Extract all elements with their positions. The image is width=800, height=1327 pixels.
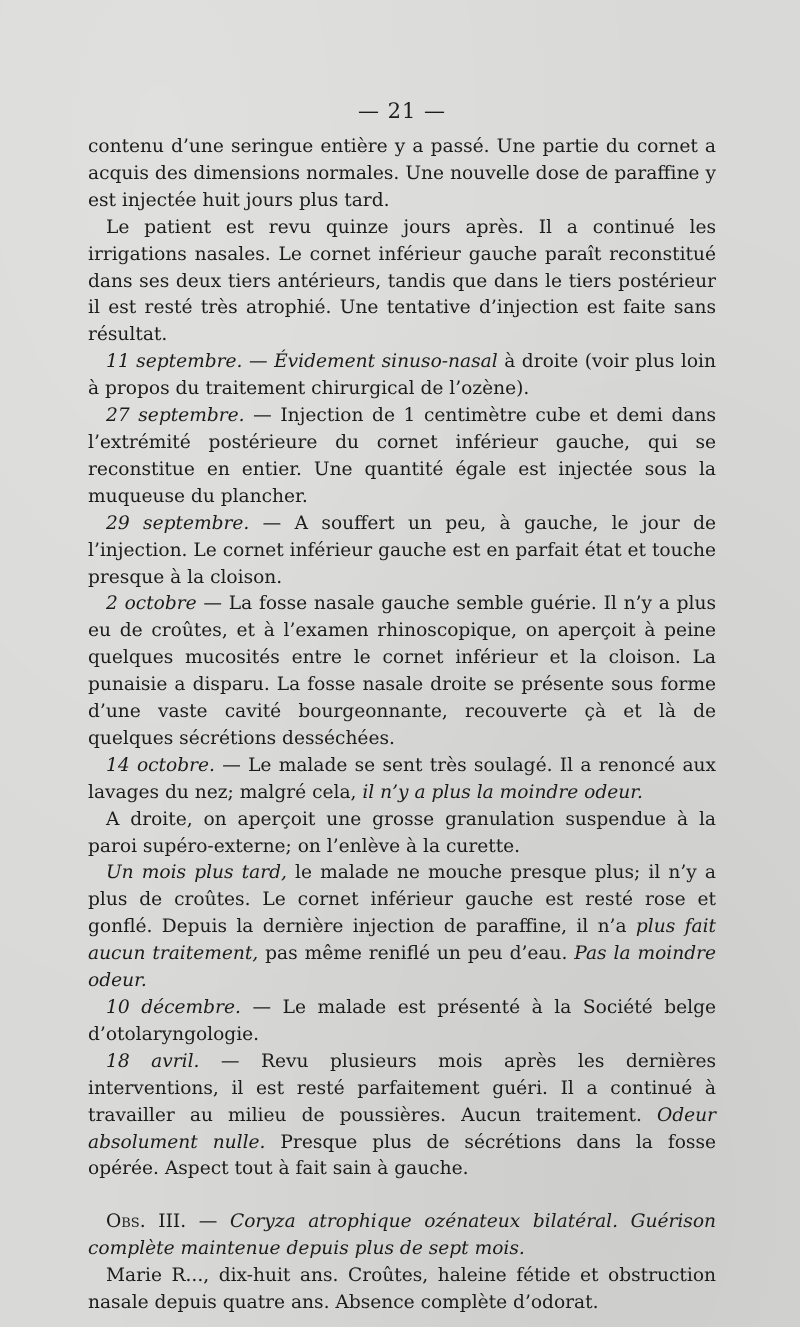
emphasis: Odeur absolument nulle. — [88, 1104, 716, 1153]
entry-date: 29 septembre. — [106, 512, 250, 534]
entry-text: — Le malade se sent très soulagé. Il a renoncé aux lavages du nez; malgré cela, — [88, 754, 716, 803]
dash: — — [242, 351, 275, 373]
observation-title: Coryza atrophique ozénateux bilatéral. Guérison complète maintenue depuis plus de sept mois. — [88, 1211, 717, 1260]
entry-date: 2 octobre — [106, 593, 197, 615]
emphasis: il n’y a plus la moindre odeur. — [362, 781, 643, 803]
observation-label: Obs. III. — [106, 1211, 187, 1233]
entry-text: à droite (voir plus loin à propos du traitement chirurgical de l’ozène). — [88, 351, 716, 400]
entry-text: — Revu plusieurs mois après les dernières interventions, il est resté parfaitement guéri. Il a continué à travailler au milieu de poussières. Aucun traitement. — [88, 1050, 716, 1126]
dated-entry — [88, 511, 716, 592]
section-gap — [88, 1183, 716, 1209]
dated-entry — [88, 403, 716, 511]
page-number: — 21 — — [357, 99, 447, 123]
dated-entry — [88, 753, 716, 807]
emphasis: Évidement sinuso-nasal — [274, 351, 498, 373]
dated-entry — [88, 995, 716, 1049]
entry-date: 10 décembre. — [106, 997, 241, 1018]
dated-entry — [88, 1049, 716, 1184]
entry-date: 27 septembre. — [106, 405, 245, 427]
entry-date: 11 septembre. — [106, 351, 243, 373]
entry-text: — Le malade est présenté à la Société belge d’otolaryngologie. — [88, 997, 716, 1045]
paragraph: A droite, on aperçoit une grosse granulation suspendue à la paroi supéro-externe; on l’enlève à la curette. — [88, 808, 716, 857]
emphasis: Pas la moindre odeur. — [88, 943, 717, 992]
emphasis: plus fait aucun traitement, — [88, 916, 716, 965]
entry-text: le malade ne mouche presque plus; il n’y a plus de croûtes. Le cornet inférieur gauche est resté rose et gonflé. Depuis la dernière injection de paraffine, il n’a — [88, 862, 716, 938]
entry-text: — Injection de 1 centimètre cube et demi dans l’extrémité postérieure du cornet inférieur gauche, qui se reconstitue en entier. Une quantité égale est injectée sous la muqueuse du plancher. — [88, 405, 716, 507]
body-text — [88, 134, 716, 1317]
dated-entry — [88, 591, 716, 752]
entry-date: 14 octobre. — [106, 754, 215, 776]
paragraph — [88, 860, 716, 995]
entry-date: 18 avril. — [106, 1050, 200, 1072]
paragraph: Marie R..., dix-huit ans. Croûtes, haleine fétide et obstruction nasale depuis quatre ans. Absence complète d’odorat. — [88, 1265, 716, 1314]
observation-heading — [88, 1209, 716, 1263]
paragraph: Le patient est revu quinze jours après. Il a continué les irrigations nasales. Le cornet inférieur gauche paraît reconstitué dans ses deux tiers antérieurs, tandis que dans le tiers postérieur il est resté très atrophié. Une tentative d’injection est faite sans résultat. — [88, 216, 716, 346]
entry-text: Presque plus de sécrétions dans la fosse opérée. Aspect tout à fait sain à gauche. — [88, 1131, 716, 1180]
paragraph: contenu d’une seringue entière y a passé. Une partie du cornet a acquis des dimensions normales. Une nouvelle dose de paraffine y est injectée huit jours plus tard. — [88, 136, 716, 211]
entry-text: — A souffert un peu, à gauche, le jour de l’injection. Le cornet inférieur gauche est en parfait état et touche presque à la cloison. — [88, 512, 716, 588]
entry-text: pas même reniflé un peu d’eau. — [258, 943, 575, 965]
dash: — — [186, 1211, 230, 1233]
emphasis: Un mois plus tard, — [106, 862, 287, 884]
dated-entry — [88, 349, 716, 403]
book-page — [88, 96, 716, 1317]
entry-text: — La fosse nasale gauche semble guérie. Il n’y a plus eu de croûtes, et à l’examen rhinoscopique, on aperçoit à peine quelques mucosités entre le cornet inférieur et la cloison. La punaisie a disparu. La fosse nasale droite se présente sous forme d’une vaste cavité bourgeonnante, recouverte çà et là de quelques sécrétions desséchées. — [88, 593, 717, 749]
